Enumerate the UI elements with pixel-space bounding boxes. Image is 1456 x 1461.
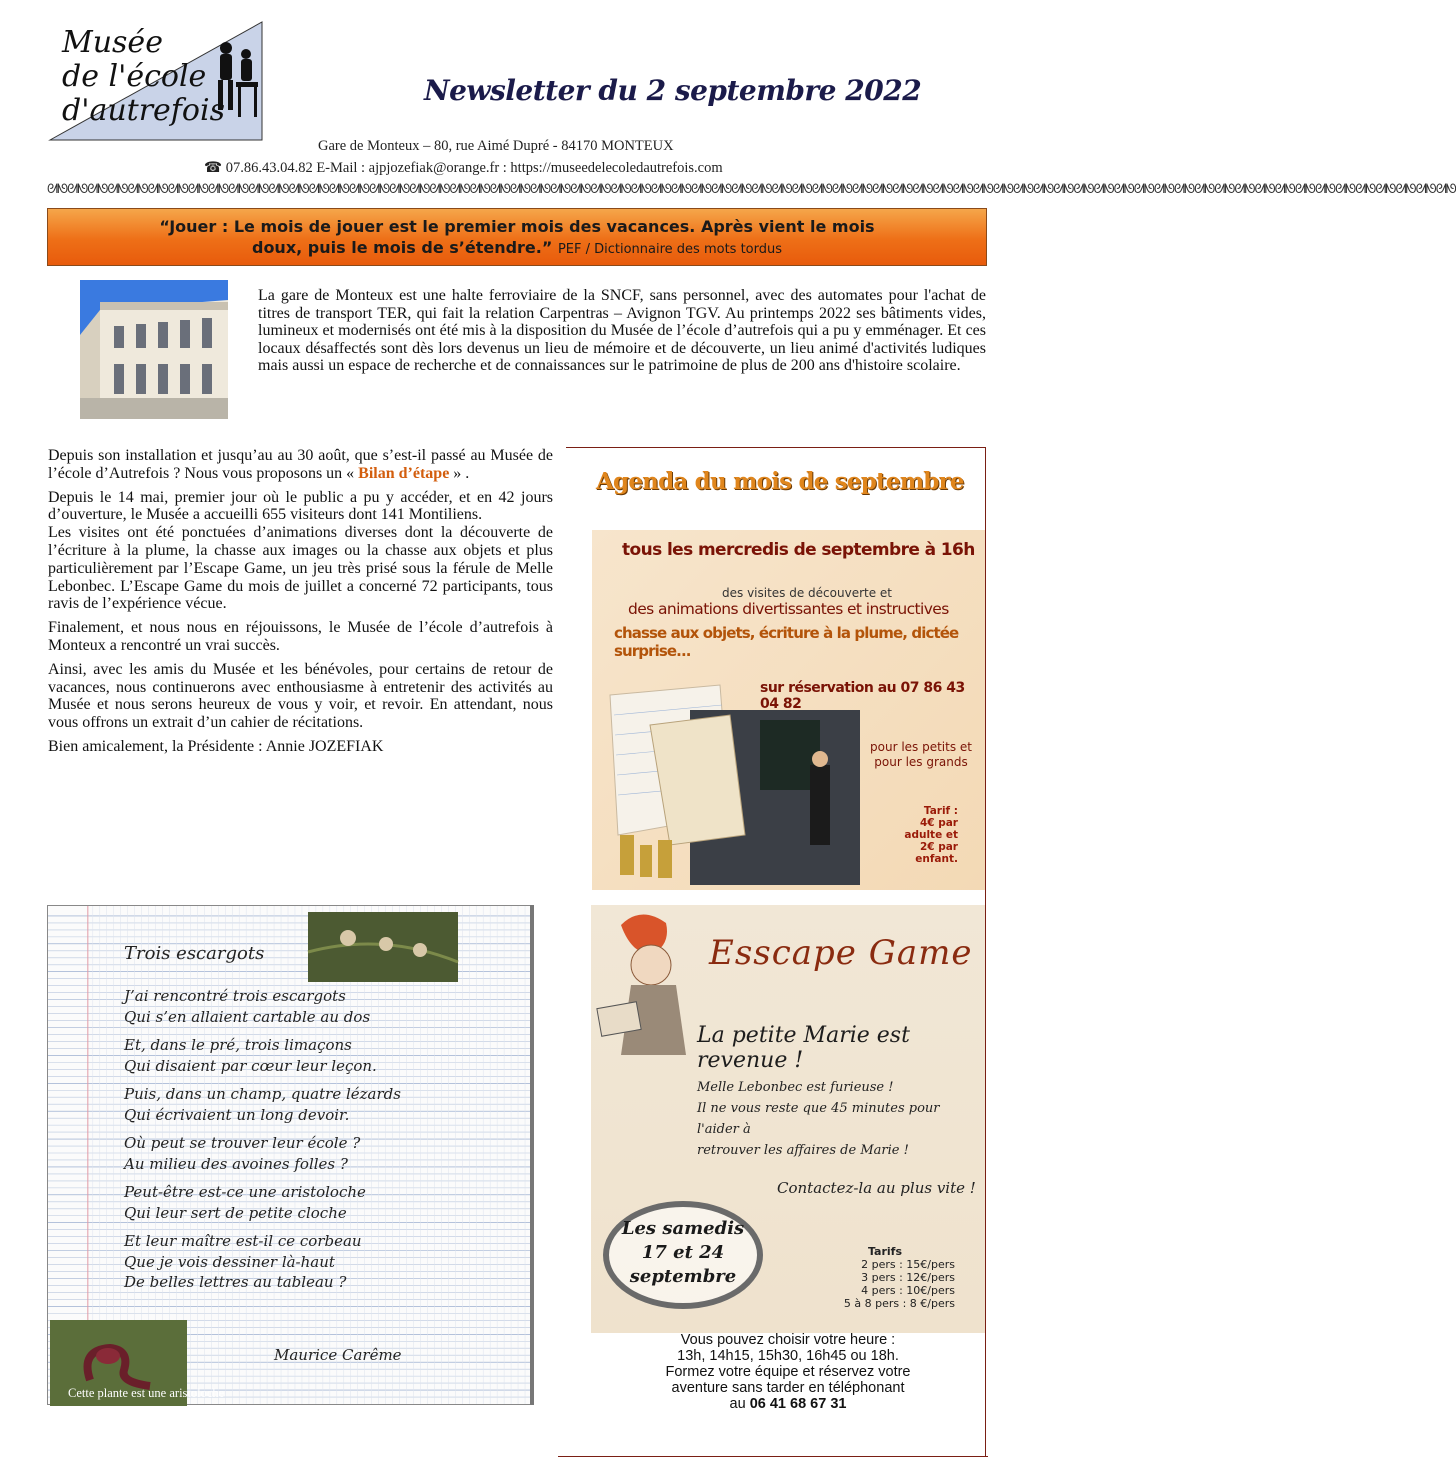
info-line: aventure sans tarder en téléphonant [671, 1380, 905, 1396]
agenda-audience [870, 740, 972, 770]
poem-author: Maurice Carême [274, 1346, 402, 1364]
quote-line-2 [48, 237, 986, 260]
verse: Et, dans le pré, trois limaçons [124, 1036, 352, 1054]
audience-line: pour les grands [874, 755, 968, 769]
agenda-line-3: des animations divertissantes et instructives [628, 600, 949, 618]
verse: Qui écrivaient un long devoir. [124, 1105, 350, 1124]
escape-contact: Contactez-la au plus vite ! [777, 1179, 976, 1197]
signature: Bien amicalement, la Présidente : Annie JOZEFIAK [48, 737, 384, 755]
paragraph [48, 447, 553, 483]
paragraph: Ainsi, avec les amis du Musée et les bénévoles, pour certains de retour de vacances, nous continuerons avec enthousiasme à entretenir des activités au Musée et nous serons heureux de vous y voir, et revoir. En attendant, nous vous offrons un extrait d’un cahier de récitations. [48, 660, 553, 732]
verse: Peut-être est-ce une aristoloche [124, 1183, 366, 1201]
paragraph: Finalement, et nous nous en réjouissons, le Musée de l’école d’autrefois à Monteux a rencontré un vrai succès. [48, 619, 553, 654]
verse: Qui s’en allaient cartable au dos [124, 1007, 371, 1026]
escape-subtitle: La petite Marie est revenue ! [697, 1023, 910, 1073]
poem-notebook [47, 905, 533, 1405]
paragraph: Depuis le 14 mai, premier jour où le public a pu y accéder, et en 42 jours d’ouverture, le Musée a accueilli 655 visiteurs dont 141 Montiliens. [48, 488, 553, 524]
message-line: Melle Lebonbec est furieuse ! [697, 1080, 894, 1095]
contact-line [204, 160, 723, 177]
bilan-label: Bilan d’étape [358, 464, 450, 482]
agenda-reservation: sur réservation au 07 86 43 04 82 [760, 680, 965, 712]
tarifs-title: Tarifs [867, 1245, 903, 1258]
escape-tarifs [815, 1245, 955, 1310]
snails-image [308, 912, 458, 982]
bottom-rule [558, 1456, 988, 1457]
dates-line: 17 et 24 [641, 1242, 725, 1263]
magnifier-dates [603, 1201, 763, 1309]
phone-number: 06 41 68 67 31 [749, 1396, 847, 1412]
escape-message [697, 1077, 985, 1161]
station-photo [80, 280, 228, 419]
verse: Et leur maître est-il ce corbeau [124, 1232, 362, 1250]
stanza [124, 1133, 401, 1174]
verse: Puis, dans un champ, quatre lézards [124, 1085, 401, 1103]
logo-line: Musée [62, 25, 163, 60]
agenda-line-4: chasse aux objets, écriture à la plume, dictée surprise... [614, 624, 959, 660]
verse: Qui leur sert de petite cloche [124, 1203, 347, 1222]
dates-line: septembre [629, 1266, 737, 1287]
poem-body [124, 986, 401, 1301]
verse: Au milieu des avoines folles ? [124, 1154, 348, 1173]
message-line: Il ne vous reste que 45 minutes pour l'aider à [697, 1101, 940, 1137]
stanza [124, 1084, 401, 1125]
paragraph-text: Depuis son installation et jusqu’au au 30 août, que s’est-il passé au Musée de l’école d’Autrefois ? Nous vous proposons un [48, 447, 553, 482]
escape-title: Esscape Game [709, 933, 973, 973]
classroom-collage-image [610, 685, 860, 885]
agenda-title: Agenda du mois de septembre [596, 468, 964, 495]
contact-text: 07.86.43.04.82 E-Mail : ajpjozefiak@orange.fr : https://museedelecoledautrefois.com [225, 160, 723, 176]
tarif-line: 2€ par enfant. [915, 841, 958, 865]
info-line: 13h, 14h15, 15h30, 16h45 ou 18h. [677, 1348, 899, 1364]
logo-line: d'autrefois [62, 93, 225, 128]
paragraph: Les visites ont été ponctuées d’animations diverses dont la découverte de l’écriture à la plume, la chasse aux images ou la chasse aux objets et plus particulièrement par l’Escape Game, un jeu très prisé sous la férule de Melle Lebonbec. L’Escape Game du mois de juillet a concerné 72 participants, tous ravis de l’expérience vécue. [48, 524, 553, 613]
verse: Qui disaient par cœur leur leçon. [124, 1056, 377, 1075]
quote-line-2-text: doux, puis le mois de s’étendre.” [251, 238, 553, 257]
quote-source: PEF / Dictionnaire des mots tordus [557, 242, 783, 257]
tarif-line: 4 pers : 10€/pers [861, 1284, 955, 1297]
quote-box [47, 208, 987, 266]
logo-line: de l'école [62, 59, 207, 94]
bilan-label-open: « [346, 464, 359, 482]
girl-illustration-image [591, 905, 701, 1055]
stanza [124, 986, 401, 1027]
notebook-edge [530, 905, 534, 1405]
address: Gare de Monteux – 80, rue Aimé Dupré - 84170 MONTEUX [318, 138, 674, 154]
bilan-label-close: » . [449, 464, 470, 482]
aristolochia-caption: Cette plante est une aristoloche [68, 1386, 225, 1400]
info-prefix: au [729, 1396, 750, 1412]
tarif-line: 5 à 8 pers : 8 €/pers [843, 1297, 955, 1310]
agenda-poster [592, 530, 985, 890]
info-line: Vous pouvez choisir votre heure : [680, 1332, 896, 1348]
poem-title: Trois escargots [124, 943, 265, 964]
verse: Que je vois dessiner là-haut [124, 1252, 335, 1271]
tarif-line: 3 pers : 12€/pers [861, 1271, 955, 1284]
info-line [604, 1396, 972, 1412]
agenda-line-1: tous les mercredis de septembre à 16h [622, 540, 975, 560]
tarif-title: Tarif : [923, 805, 958, 817]
stanza [124, 1182, 401, 1223]
tarif-line: 4€ par adulte et [904, 817, 958, 841]
verse: Où peut se trouver leur école ? [124, 1134, 361, 1152]
dates-line: Les samedis [621, 1218, 745, 1239]
ornament-divider: ᘛᘚᘛᘚᘛᘚᘛᘚᘛᘚᘛᘚᘛᘚᘛᘚᘛᘚᘛᘚᘛᘚᘛᘚᘛᘚᘛᘚᘛᘚᘛᘚᘛᘚᘛᘚᘛᘚᘛᘚᘛᘚᘛᘚᘛᘚᘛᘚᘛᘚᘛᘚᘛᘚᘛᘚᘛᘚᘛᘚᘛᘚᘛᘚᘛᘚᘛᘚᘛᘚᘛᘚᘛᘚᘛᘚᘛᘚᘛᘚᘛᘚᘛᘚᘛᘚᘛᘚᘛᘚᘛᘚᘛᘚᘛᘚᘛᘚᘛᘚᘛᘚᘛᘚᘛᘚᘛᘚᘛᘚᘛᘚᘛᘚᘛᘚᘛᘚᘛᘚᘛᘚᘛᘚᘛᘚᘛᘚᘛᘚᘛᘚᘛᘚᘛᘚᘛᘚᘛᘚ [47, 182, 1456, 197]
stanza [124, 1035, 401, 1076]
newsletter-title: Newsletter du 2 septembre 2022 [424, 74, 922, 107]
escape-game-poster [591, 905, 985, 1333]
info-line: Formez votre équipe et réservez votre [665, 1364, 911, 1380]
verse: De belles lettres au tableau ? [124, 1273, 347, 1291]
left-column [48, 447, 553, 762]
audience-line: pour les petits et [870, 740, 972, 754]
intro-paragraph: La gare de Monteux est une halte ferroviaire de la SNCF, sans personnel, avec des automates pour l'achat de titres de transport TER, qui fait la relation Carpentras – Avignon TGV. Au printemps 2022 ses bâtiments vides, lumineux et modernisés ont été mis à la disposition du Musée de l’école d’autrefois qui a pu y emménager. Et ces locaux désaffectés sont dès lors devenus un lieu de mémoire et de découverte, un lieu animé d'activités ludiques mais aussi un espace de recherche et de connaissances sur le patrimoine de plus de 200 ans d'histoire scolaire. [258, 287, 986, 374]
tarif-line: 2 pers : 15€/pers [861, 1258, 955, 1271]
logo-text [62, 26, 225, 128]
message-line: retrouver les affaires de Marie ! [697, 1143, 909, 1158]
stanza [124, 1231, 401, 1293]
escape-info [604, 1332, 972, 1412]
agenda-tarif [882, 805, 958, 865]
verse: J’ai rencontré trois escargots [124, 987, 346, 1005]
quote-line-1: “Jouer : Le mois de jouer est le premier mois des vacances. Après vient le mois [159, 217, 875, 236]
agenda-line-2: des visites de découverte et [722, 586, 893, 600]
telephone-icon: ☎ [204, 160, 223, 176]
